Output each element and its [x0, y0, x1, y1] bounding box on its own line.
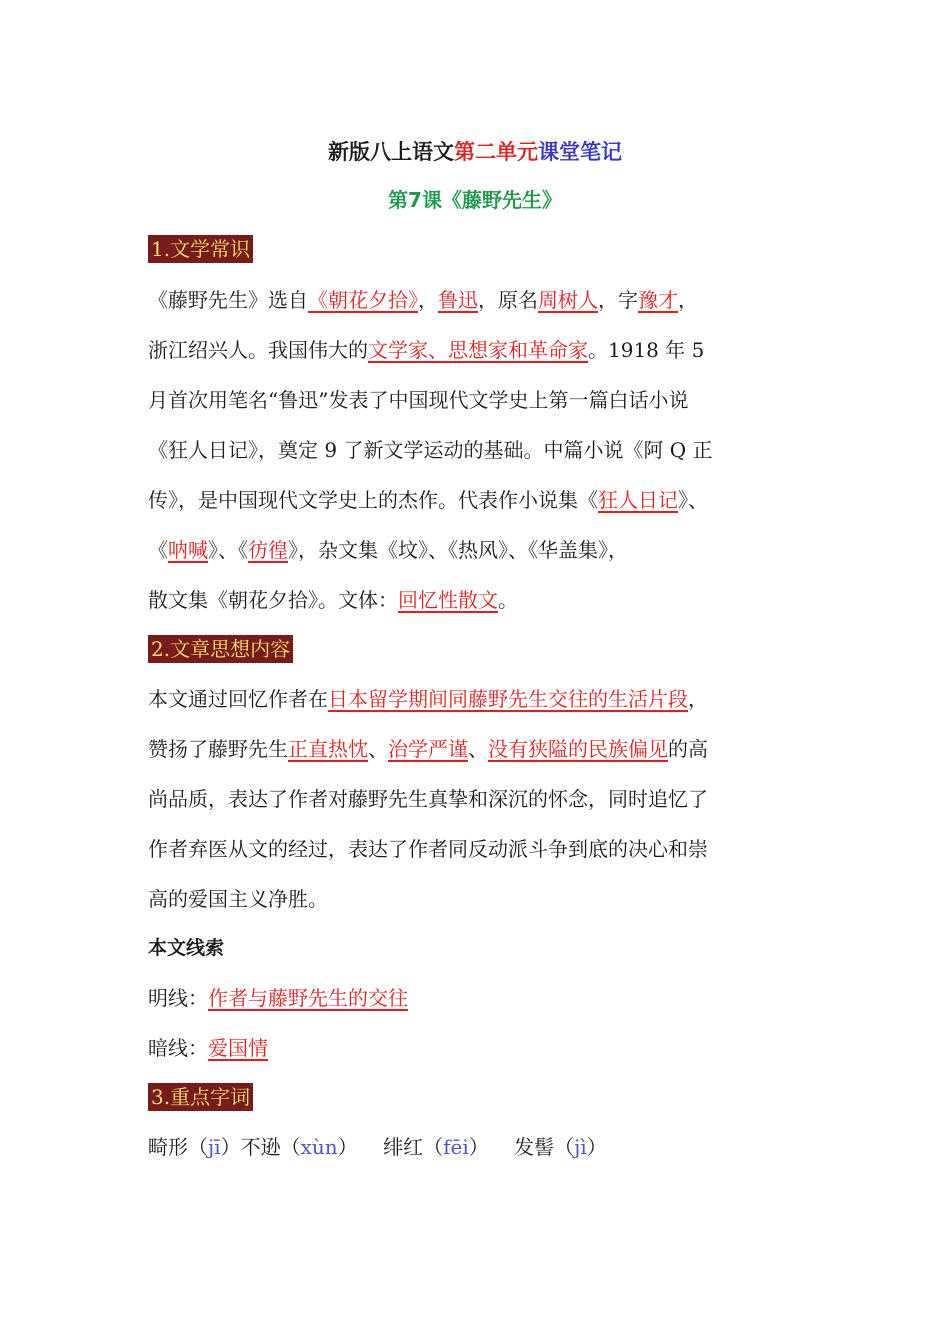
para1-line3: 月首次用笔名“鲁迅”发表了中国现代文学史上第一篇白话小说: [148, 388, 689, 412]
key-term: 呐喊: [168, 538, 208, 562]
clue-label: 明线：: [148, 986, 208, 1010]
section-heading-content: 2.文章思想内容: [148, 635, 293, 663]
text-span: ，字: [598, 288, 638, 312]
title-part-3: 课堂笔记: [538, 140, 622, 164]
text-span: ，: [678, 288, 698, 312]
text-span: 散文集《朝花夕拾》。文体：: [148, 588, 398, 612]
vocab-word: 绯红: [383, 1135, 424, 1159]
text-span: 浙江绍兴人。我国伟大的: [148, 338, 368, 362]
text-span: ，原名: [478, 288, 538, 312]
para1-line6: [148, 535, 628, 565]
vocab-word: 发髻: [514, 1135, 555, 1159]
section-heading-literature: 1.文学常识: [148, 235, 253, 263]
vocab-pinyin: jī: [208, 1135, 221, 1159]
text-span: ，: [688, 687, 708, 711]
text-span: 《: [148, 538, 168, 562]
key-term: 治学严谨: [388, 737, 468, 761]
vocab-line: 畸形（jī）不逊（xùn） 绯红（fēi） 发髻（jì）: [148, 1135, 607, 1159]
text-span: 》，杂文集《坟》、《热风》、《华盖集》，: [288, 538, 628, 562]
vocab-word: 不逊: [240, 1135, 281, 1159]
lesson-subtitle: 第7课《藤野先生》: [388, 188, 562, 212]
key-term: 文学家、思想家和革命家: [368, 338, 588, 362]
title-part-2: 第二单元: [454, 140, 538, 164]
text-span: 、: [468, 737, 488, 761]
key-term: 作者与藤野先生的交往: [208, 986, 408, 1010]
text-span: 》、: [678, 488, 708, 512]
text-span: 传》，是中国现代文学史上的杰作。代表作小说集《: [148, 488, 598, 512]
section-heading-vocabulary: 3.重点字词: [148, 1083, 253, 1111]
key-term: 没有狭隘的民族偏见: [488, 737, 668, 761]
page-title: [0, 136, 950, 168]
key-term: 正直热忱: [288, 737, 368, 761]
key-term: 日本留学期间同藤野先生交往的生活片段: [328, 687, 688, 711]
para2-line5: 高的爱国主义净胜。: [148, 887, 328, 911]
text-span: 。1918 年 5: [588, 338, 705, 362]
para1-line5: [148, 485, 708, 515]
clue-an: [148, 1033, 268, 1063]
key-term: 回忆性散文: [398, 588, 498, 612]
text-span: 》、《: [208, 538, 248, 562]
text-span: 本文通过回忆作者在: [148, 687, 328, 711]
key-term: 爱国情: [208, 1036, 268, 1060]
text-span: 。: [498, 588, 518, 612]
key-term: 周树人: [538, 288, 598, 312]
vocab-pinyin: jì: [574, 1135, 587, 1159]
para2-line4: 作者弃医从文的经过，表达了作者同反动派斗争到底的决心和崇: [148, 837, 708, 861]
text-span: 、: [368, 737, 388, 761]
text-span: 《藤野先生》选自: [148, 288, 308, 312]
para2-line2: [148, 734, 708, 764]
para2-line3: 尚品质，表达了作者对藤野先生真挚和深沉的怀念，同时追忆了: [148, 787, 708, 811]
para2-line1: [148, 684, 708, 714]
para1-line4: 《狂人日记》，奠定 9 了新文学运动的基础。中篇小说《阿 Q 正: [148, 438, 713, 462]
key-term: 豫才: [638, 288, 678, 312]
key-term: 狂人日记: [598, 488, 678, 512]
clue-heading: 本文线索: [148, 937, 225, 959]
para1-line1: [148, 285, 698, 315]
para1-line2: [148, 335, 704, 365]
text-span: 的高: [668, 737, 708, 761]
clue-label: 暗线：: [148, 1036, 208, 1060]
para1-line7: [148, 585, 518, 615]
text-span: ，: [418, 288, 438, 312]
vocab-pinyin: xùn: [300, 1135, 338, 1159]
vocab-word: 畸形: [148, 1135, 188, 1159]
key-term: 彷徨: [248, 538, 288, 562]
text-span: 赞扬了藤野先生: [148, 737, 288, 761]
clue-ming: [148, 983, 408, 1013]
title-part-1: 新版八上语文: [328, 140, 454, 164]
key-term: 鲁迅: [438, 288, 478, 312]
vocab-pinyin: fēi: [443, 1135, 469, 1159]
key-term: 《朝花夕拾》: [308, 288, 418, 312]
